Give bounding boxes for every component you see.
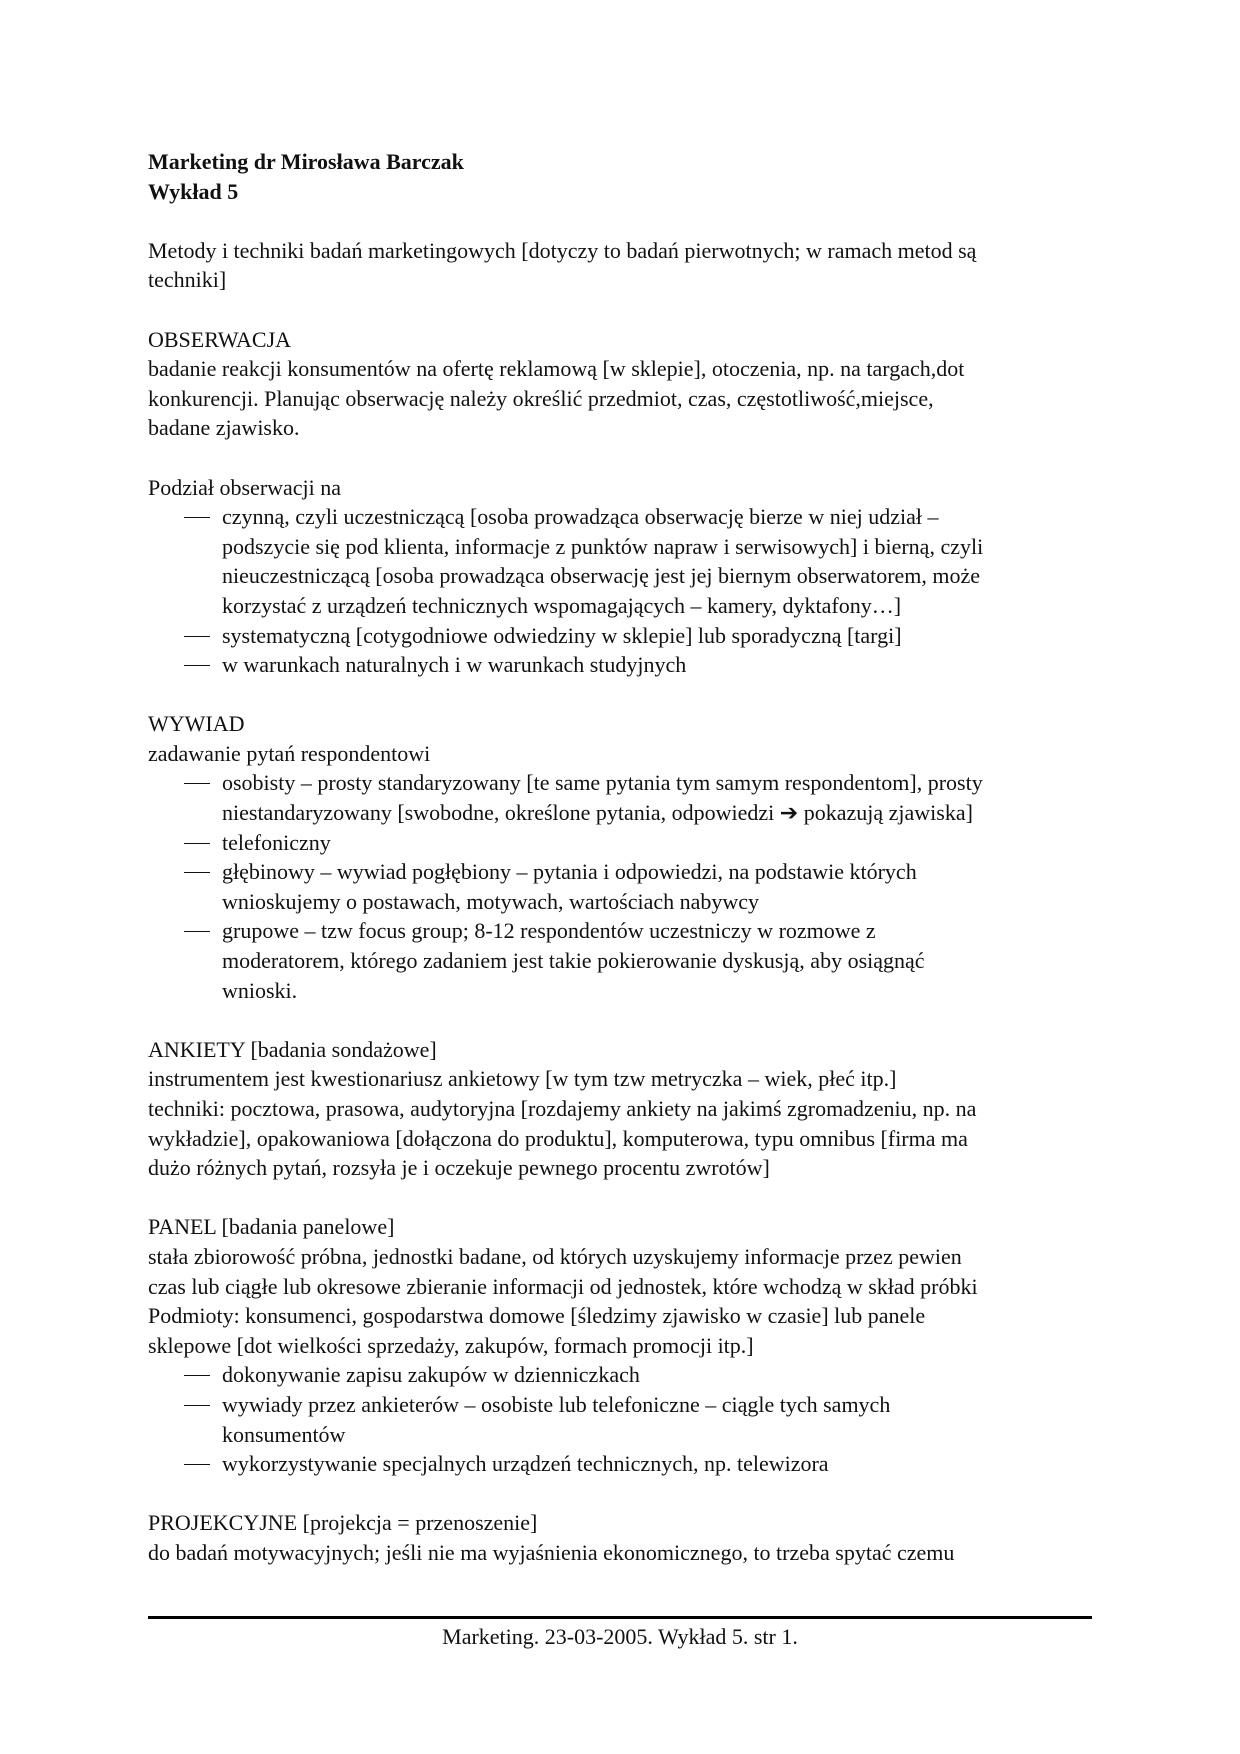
list-item-line: osobisty – prosty standaryzowany [te same pytania tym samym respondentom], prosty [222, 770, 983, 796]
paragraph-line: techniki: pocztowa, prasowa, audytoryjna [rozdajemy ankiety na jakimś zgromadzeniu, np. na [148, 1096, 977, 1121]
list-item-line: w warunkach naturalnych i w warunkach studyjnych [222, 652, 687, 678]
list-item-line: wnioski. [222, 977, 298, 1003]
list-item [148, 621, 1108, 651]
blank-line [148, 1479, 1108, 1509]
list-item-line: wnioskujemy o postawach, motywach, wartościach nabywcy [222, 888, 760, 914]
section [148, 1508, 1108, 1567]
paragraph-line: wykładzie], opakowaniowa [dołączona do produktu], komputerowa, typu omnibus [firma ma [148, 1125, 968, 1151]
section [148, 236, 1108, 295]
list-item [148, 502, 1108, 620]
paragraph-line: badane zjawisko. [148, 415, 300, 441]
list-item-line: korzystać z urządzeń technicznych wspomagających – kamery, dyktafony…] [222, 592, 902, 618]
blank-line [148, 206, 1108, 236]
lecture-number: Wykład 5 [148, 178, 239, 204]
blank-line [148, 1183, 1108, 1213]
paragraph-line: czas lub ciągłe lub okresowe zbieranie informacji od jednostek, które wchodzą w skład próbki [148, 1273, 978, 1299]
section [148, 709, 1108, 1005]
list-item [148, 768, 1108, 827]
paragraph-line: badanie reakcji konsumentów na ofertę reklamową [w sklepie], otoczenia, np. na targach,dot [148, 356, 965, 382]
paragraph-first-line: WYWIAD [148, 711, 245, 737]
paragraph-first-line: PANEL [badania panelowe] [148, 1214, 395, 1240]
paragraph-line: dużo różnych pytań, rozsyła je i oczekuje pewnego procentu zwrotów] [148, 1155, 770, 1181]
list-item [148, 916, 1108, 1005]
blank-line [148, 1005, 1108, 1035]
document-title: Marketing dr Mirosława Barczak [148, 149, 464, 174]
paragraph-line: stała zbiorowość próbna, jednostki badane, od których uzyskujemy informacje przez pewien [148, 1243, 962, 1269]
list-item [148, 1449, 1108, 1479]
list-item-line: niestandaryzowany [swobodne, określone pytania, odpowiedzi ➔ pokazują zjawiska] [222, 800, 973, 826]
list-item [148, 828, 1108, 858]
list-item-line: grupowe – tzw focus group; 8-12 respondentów uczestniczy w rozmowe z [222, 918, 876, 944]
paragraph-line: zadawanie pytań respondentowi [148, 740, 431, 766]
list-item-line: podszycie się pod klienta, informacje z punktów napraw i serwisowych] i bierną, czyli [222, 533, 984, 559]
paragraph-line: sklepowe [dot wielkości sprzedaży, zakupów, formach promocji itp.] [148, 1332, 754, 1358]
footer-divider [148, 1616, 1092, 1619]
section [148, 473, 1108, 680]
list-item-line: wykorzystywanie specjalnych urządzeń technicznych, np. telewizora [222, 1451, 829, 1477]
blank-line [148, 295, 1108, 325]
section [148, 325, 1108, 443]
document-body [148, 147, 1108, 1568]
list-item [148, 1360, 1108, 1390]
list-item [148, 650, 1108, 680]
list-item-line: wywiady przez ankieterów – osobiste lub telefoniczne – ciągle tych samych [222, 1391, 891, 1417]
paragraph-line: instrumentem jest kwestionariusz ankietowy [w tym tzw metryczka – wiek, płeć itp.] [148, 1066, 897, 1092]
paragraph-first-line: Podział obserwacji na [148, 474, 342, 500]
paragraph-first-line: Metody i techniki badań marketingowych [dotyczy to badań pierwotnych; w ramach metod są [148, 237, 977, 263]
paragraph-line: konkurencji. Planując obserwację należy określić przedmiot, czas, częstotliwość,miejsce, [148, 385, 934, 411]
list-item-line: telefoniczny [222, 829, 331, 855]
blank-line [148, 680, 1108, 710]
blank-line [148, 443, 1108, 473]
paragraph-first-line: PROJEKCYJNE [projekcja = przenoszenie] [148, 1510, 538, 1536]
list-item-line: czynną, czyli uczestniczącą [osoba prowadząca obserwację bierze w niej udział – [222, 504, 939, 530]
list-item-line: nieuczestniczącą [osoba prowadząca obserwację jest jej biernym obserwatorem, może [222, 563, 981, 589]
list-item-line: moderatorem, którego zadaniem jest takie pokierowanie dyskusją, aby osiągnąć [222, 948, 925, 974]
list-item-line: głębinowy – wywiad pogłębiony – pytania i odpowiedzi, na podstawie których [222, 859, 917, 885]
list-item [148, 857, 1108, 916]
paragraph-first-line: ANKIETY [badania sondażowe] [148, 1036, 437, 1062]
list-item-line: systematyczną [cotygodniowe odwiedziny w sklepie] lub sporadyczną [targi] [222, 622, 902, 648]
list-item-line: konsumentów [222, 1421, 346, 1447]
list-item [148, 1390, 1108, 1449]
list-item-line: dokonywanie zapisu zakupów w dzienniczkach [222, 1362, 640, 1388]
section [148, 1035, 1108, 1183]
page-footer: Marketing. 23-03-2005. Wykład 5. str 1. [442, 1624, 798, 1649]
section [148, 1212, 1108, 1478]
paragraph-line: Podmioty: konsumenci, gospodarstwa domowe [śledzimy zjawisko w czasie] lub panele [148, 1303, 926, 1329]
paragraph-line: do badań motywacyjnych; jeśli nie ma wyjaśnienia ekonomicznego, to trzeba spytać czemu [148, 1539, 955, 1565]
paragraph-line: techniki] [148, 267, 227, 293]
paragraph-first-line: OBSERWACJA [148, 326, 292, 352]
